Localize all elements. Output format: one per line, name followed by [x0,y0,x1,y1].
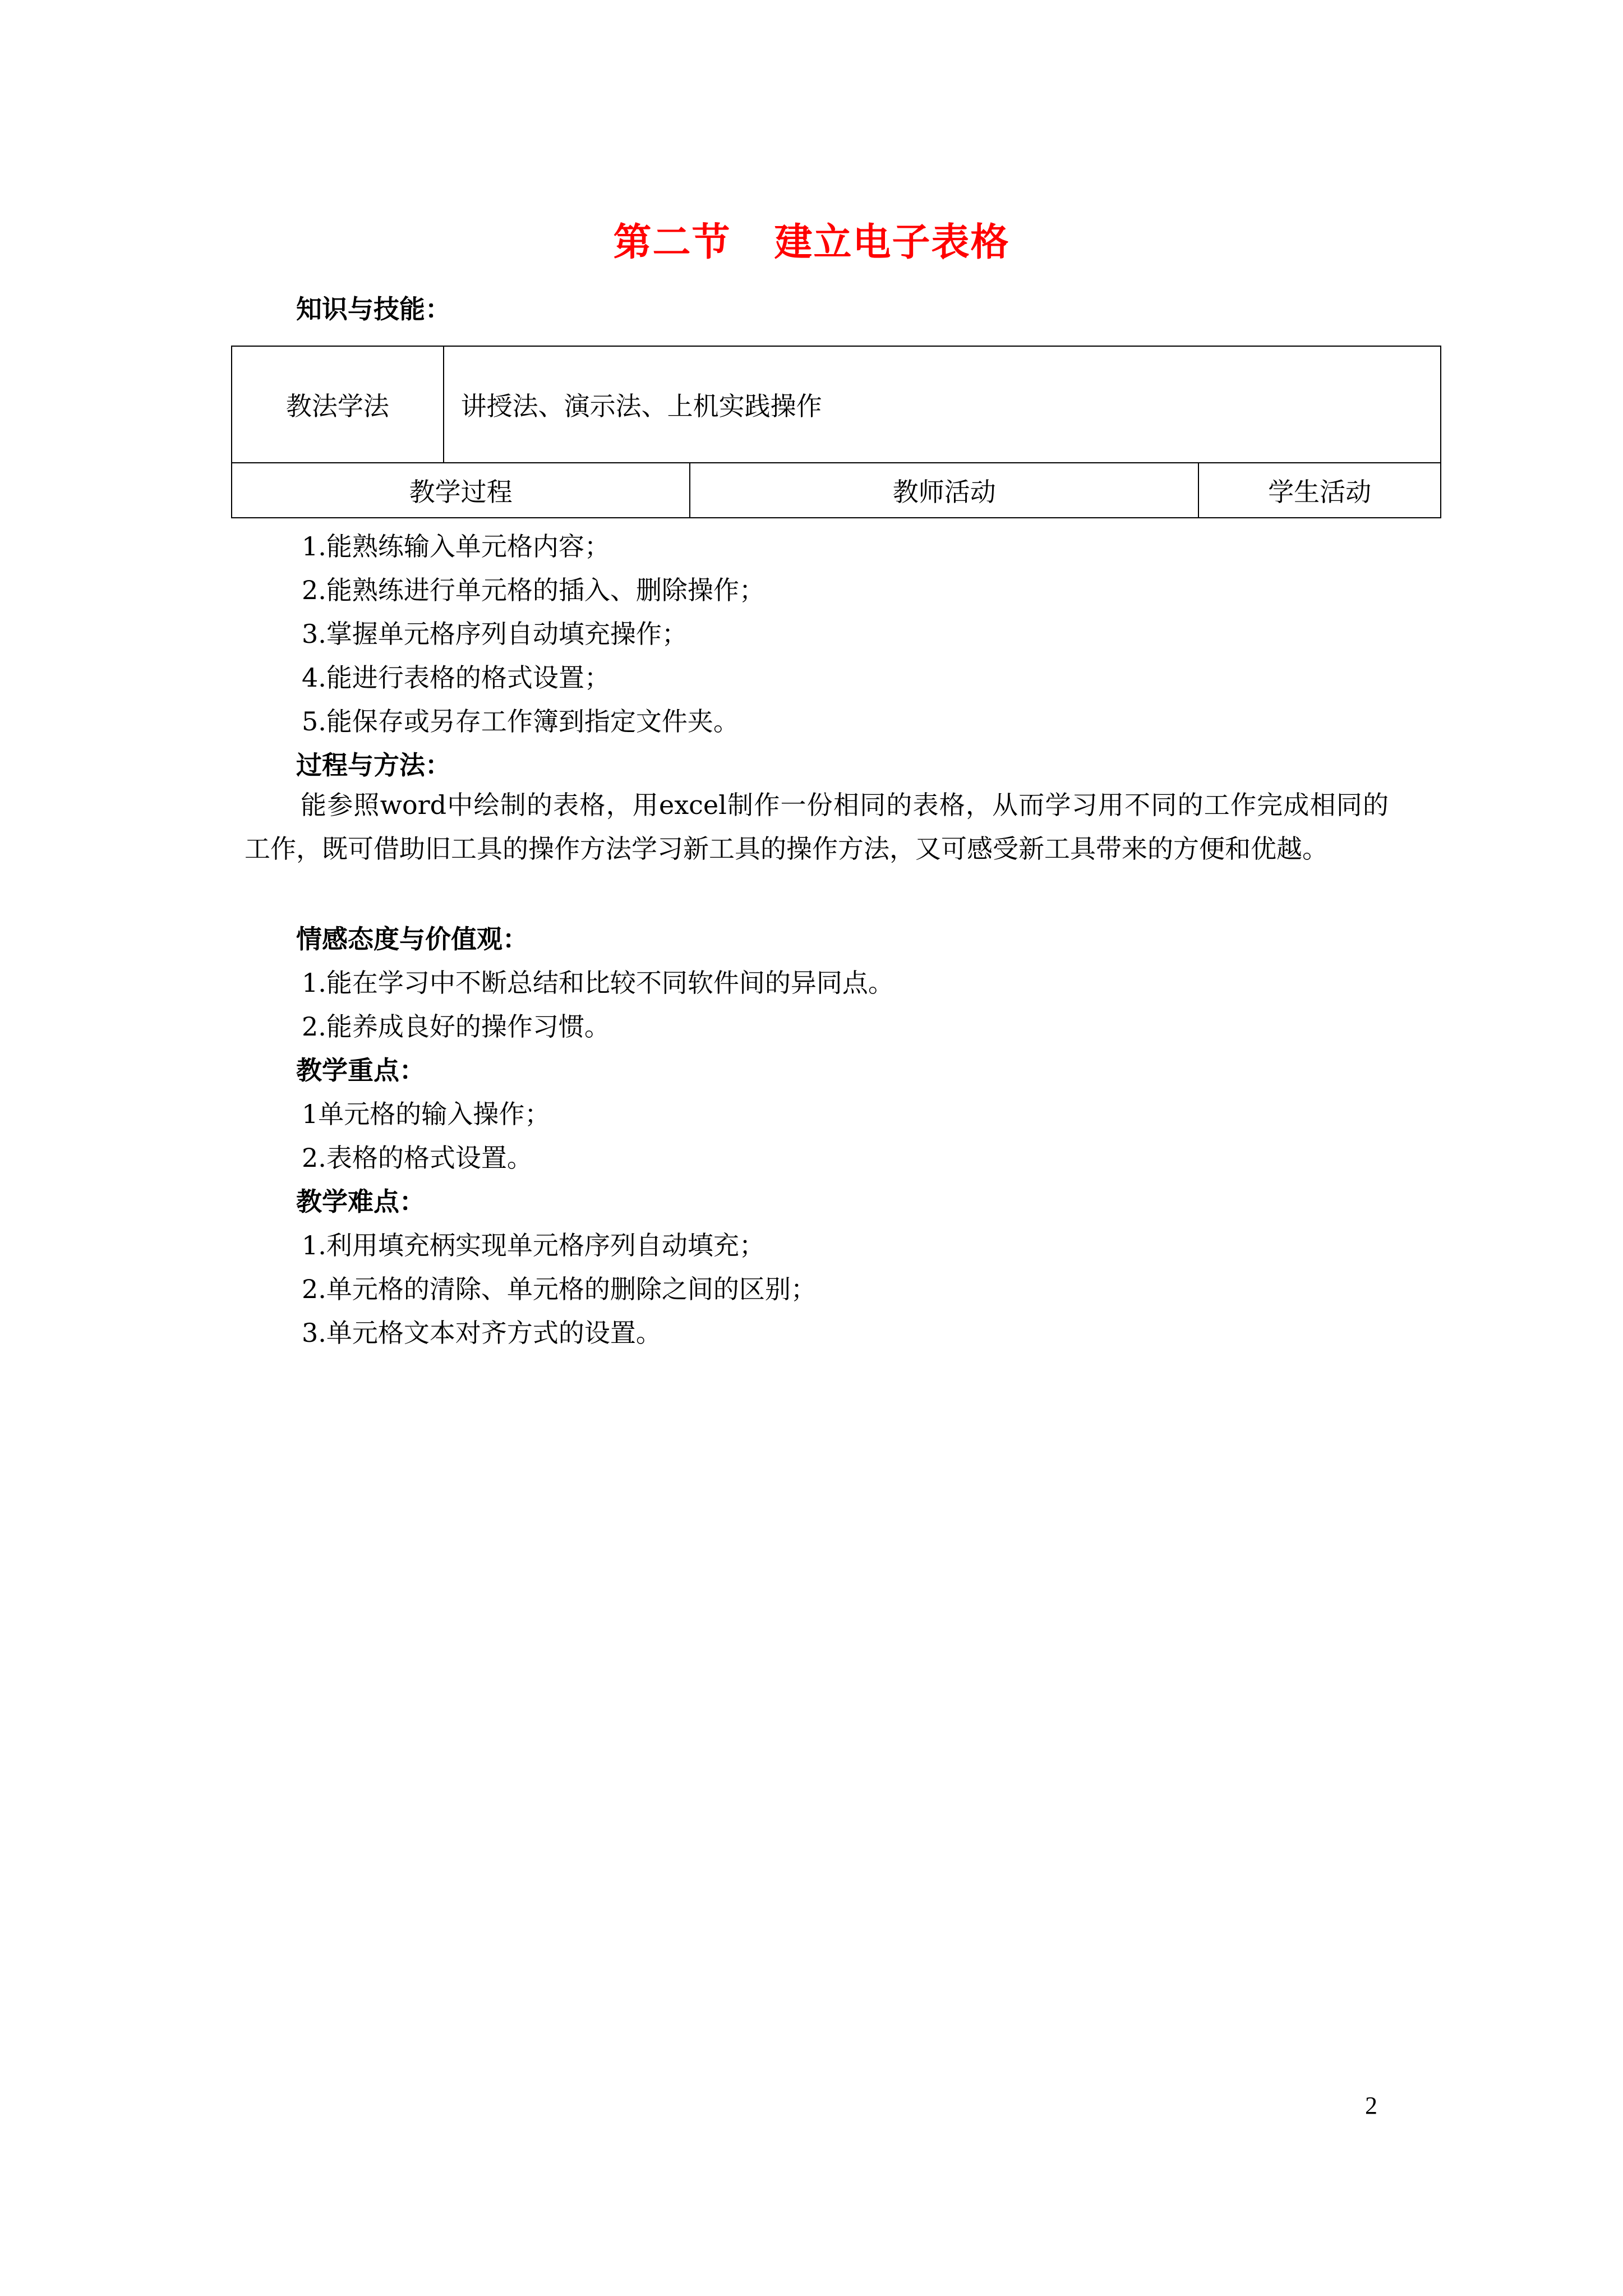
process-paragraph: 能参照word中绘制的表格，用excel制作一份相同的表格，从而学习用不同的工作完成相同的工作，既可借助旧工具的操作方法学习新工具的操作方法，又可感受新工具带来的方便和优越。 [245,790,1389,864]
knowledge-item: 5.能保存或另存工作簿到指定文件夹。 [302,706,739,737]
page-title: 第二节 建立电子表格 [613,220,1010,265]
header-teacher: 教师活动 [690,463,1198,518]
emotion-item: 1.能在学习中不断总结和比较不同软件间的异同点。 [302,968,894,998]
header-process: 教学过程 [232,463,690,518]
knowledge-item: 4.能进行表格的格式设置； [302,662,610,693]
focus-heading: 教学重点： [296,1055,425,1085]
difficulty-item: 1.利用填充柄实现单元格序列自动填充； [302,1230,765,1260]
page-number: 2 [1365,2092,1377,2119]
focus-item: 2.表格的格式设置。 [302,1143,533,1173]
emotion-heading: 情感态度与价值观： [296,924,528,954]
method-label: 教法学法 [232,346,444,463]
knowledge-heading: 知识与技能： [296,294,451,324]
header-student: 学生活动 [1198,463,1441,518]
process-heading: 过程与方法： [296,750,451,780]
knowledge-item: 3.掌握单元格序列自动填充操作； [302,619,688,649]
difficulty-item: 3.单元格文本对齐方式的设置。 [302,1318,662,1348]
difficulty-heading: 教学难点： [296,1186,425,1217]
emotion-item: 2.能养成良好的操作习惯。 [302,1011,610,1042]
method-value: 讲授法、演示法、上机实践操作 [444,346,1441,463]
method-row [232,346,1441,463]
focus-item: 1单元格的输入操作； [302,1099,551,1129]
table-header-row [232,463,1441,518]
lesson-table [231,346,1441,518]
difficulty-item: 2.单元格的清除、单元格的删除之间的区别； [302,1274,817,1304]
knowledge-item: 2.能熟练进行单元格的插入、删除操作； [302,575,765,605]
knowledge-item: 1.能熟练输入单元格内容； [302,531,610,562]
